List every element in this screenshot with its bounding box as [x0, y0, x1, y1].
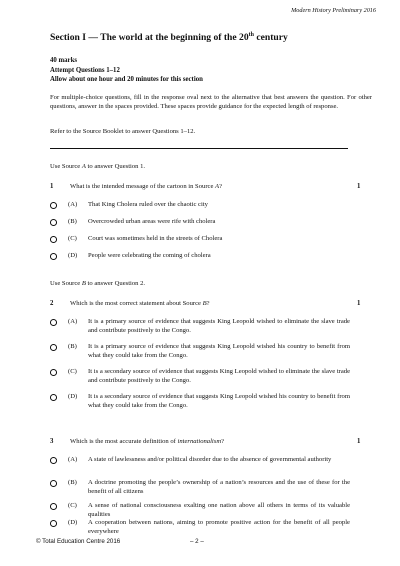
time-allowance: Allow about one hour and 20 minutes for this section [50, 76, 203, 83]
option-text: It is a secondary source of evidence that suggests King Leopold wished his country to benefit from what they could take from the Congo. [88, 393, 350, 409]
response-oval[interactable] [50, 319, 57, 326]
question-text-emphasis: internationalism [177, 438, 222, 445]
option-label: (C) [68, 235, 77, 242]
response-oval[interactable] [50, 457, 57, 464]
option-text: Overcrowded urban areas were rife with cholera [88, 218, 216, 225]
option-text: A state of lawlessness and/or political disorder due to the absence of governmental authority [88, 456, 332, 463]
question-text-main: What is the intended message of the cartoon in Source [70, 183, 216, 190]
source-note: Refer to the Source Booklet to answer Questions 1–12. [50, 128, 196, 135]
question-number: 2 [50, 300, 54, 307]
instructions: For multiple-choice questions, fill in the response oval next to the alternative that best answers the question. For other questions, answer in the spaces provided. These spaces provide guidance for the expected length of response. [50, 94, 372, 110]
question-text-end: ? [221, 438, 225, 445]
option-text: Court was sometimes held in the streets of Cholera [88, 235, 223, 242]
source-instruction-suffix: to answer Question 2. [85, 280, 146, 287]
option-text: It is a secondary source of evidence that suggests King Leopold wished to eliminate the slave trade and contribute positively to the Congo. [88, 368, 350, 384]
response-oval[interactable] [50, 480, 57, 487]
divider-rule [50, 148, 348, 149]
response-oval[interactable] [50, 236, 57, 243]
response-oval[interactable] [50, 394, 57, 401]
response-oval[interactable] [50, 503, 57, 510]
source-letter: A [81, 163, 86, 170]
source-letter: B [81, 280, 86, 287]
option-text: A cooperation between nations, aiming to promote positive action for the benefit of all people everywhere [88, 519, 350, 535]
option-text: That King Cholera ruled over the chaotic city [88, 201, 208, 208]
option-label: (B) [68, 218, 77, 225]
question-text-main: Which is the most correct statement about Source [70, 300, 203, 307]
section-title-end: century [253, 32, 288, 44]
page-number: – 2 – [190, 538, 204, 545]
option-label: (D) [68, 519, 78, 526]
question-number: 1 [50, 183, 54, 190]
section-title [50, 32, 288, 43]
section-title-main: Section I — The world at the beginning of the 20 [50, 32, 249, 44]
source-instruction-prefix: Use Source [50, 280, 82, 287]
option-text: It is a primary source of evidence that suggests King Leopold wished to eliminate the slave trade and contribute positively to the Congo. [88, 318, 350, 334]
option-text: People were celebrating the coming of cholera [88, 252, 211, 259]
question-text-emphasis: B [202, 300, 207, 307]
option-text: A doctrine promoting the people’s ownership of a nation’s resources and the use of these for the benefit of all citizens [88, 479, 350, 495]
option-text: It is a primary source of evidence that suggests King Leopold wished his country to benefit from what they could take from the Congo. [88, 343, 350, 359]
question-text-end: ? [219, 183, 222, 190]
question-marks: 1 [357, 438, 361, 445]
option-label: (D) [68, 393, 78, 400]
option-label: (A) [68, 456, 78, 463]
question-text-main: Which is the most accurate definition of [70, 438, 178, 445]
response-oval[interactable] [50, 369, 57, 376]
question-text [70, 438, 224, 445]
question-text-emphasis: A [215, 183, 220, 190]
source-instruction-q1 [50, 163, 145, 170]
question-number: 3 [50, 438, 54, 445]
option-label: (B) [68, 343, 77, 350]
question-marks: 1 [357, 183, 361, 190]
response-oval[interactable] [50, 219, 57, 226]
response-oval[interactable] [50, 520, 57, 527]
response-oval[interactable] [50, 253, 57, 260]
section-marks: 40 marks [50, 57, 77, 64]
response-oval[interactable] [50, 344, 57, 351]
option-label: (C) [68, 368, 77, 375]
copyright-footer: © Total Education Centre 2016 [36, 538, 121, 545]
question-text-end: ? [206, 300, 210, 307]
source-instruction-q2 [50, 280, 145, 287]
option-label: (D) [68, 252, 78, 259]
option-label: (B) [68, 479, 77, 486]
source-instruction-suffix: to answer Question 1. [85, 163, 146, 170]
option-label: (C) [68, 502, 77, 509]
attempt-line: Attempt Questions 1–12 [50, 67, 120, 74]
question-marks: 1 [357, 300, 361, 307]
option-label: (A) [68, 201, 78, 208]
response-oval[interactable] [50, 202, 57, 209]
source-instruction-prefix: Use Source [50, 163, 82, 170]
running-header: Modern History Preliminary 2016 [291, 7, 376, 14]
section-title-superscript: th [248, 32, 254, 38]
option-text: A sense of national consciousness exalting one nation above all others in terms of its valuable qualities [88, 502, 350, 518]
option-label: (A) [68, 318, 78, 325]
question-text [70, 300, 210, 307]
question-text [70, 183, 222, 190]
